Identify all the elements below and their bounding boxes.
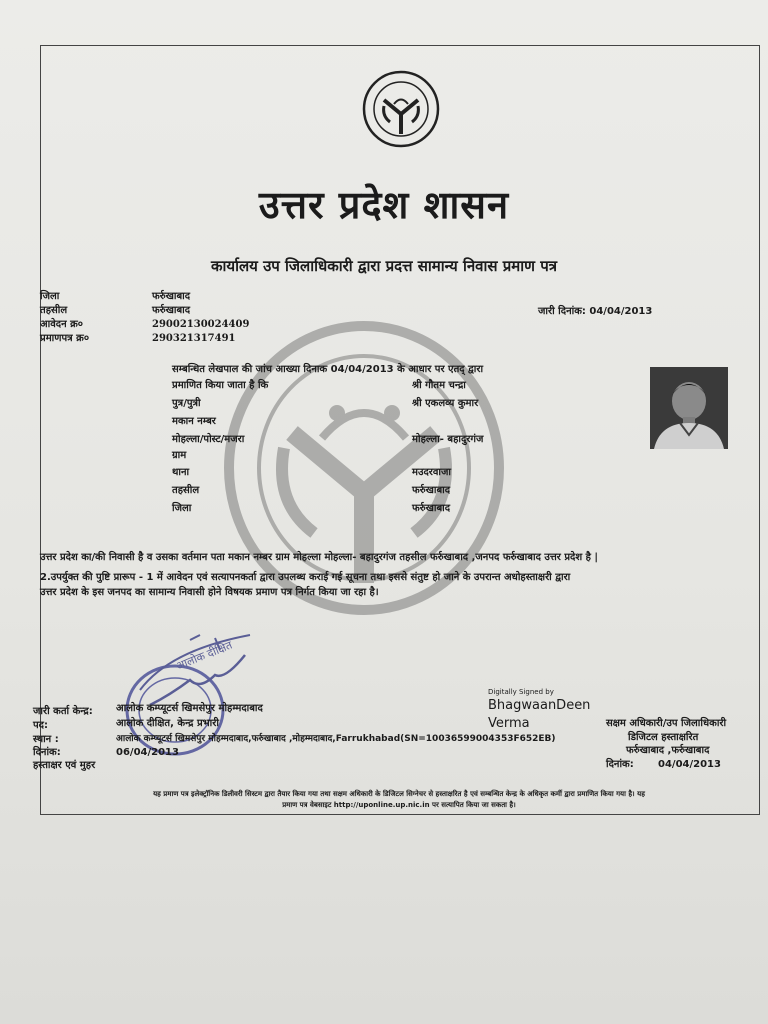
- certificate-subtitle: कार्यालय उप जिलाधिकारी द्वारा प्रदत्त सामान्य निवास प्रमाण पत्र: [211, 257, 557, 275]
- meta-tehsil-value: फर्रुखाबाद: [152, 305, 191, 316]
- meta-certificate-no-label: प्रमाणपत्र क्र०: [40, 333, 90, 344]
- meta-application-no-value: 29002130024409: [152, 319, 250, 330]
- son-daughter-label: पुत्र/पुत्री: [172, 398, 201, 409]
- intro-line-1: सम्बन्धित लेखपाल की जांच आख्या दिनाक 04/04/2013 के आधार पर एतद् द्वारा: [172, 364, 484, 375]
- verification-footnote: [42, 789, 756, 811]
- issuing-center-value: आलोक कम्प्यूटर्स खिमसेपुर मोहम्मदाबाद: [116, 703, 263, 714]
- meta-tehsil-label: तहसील: [40, 305, 68, 316]
- details-district-label: जिला: [172, 503, 192, 514]
- confirmation-paragraph-line-1: 2.उपर्युक्त की पुष्टि प्रारूप - 1 में आवेदन एवं सत्यापनकर्ता द्वारा उपलब्ध कराई गई सूचना तथा इससे संतुष्ट हो जाने के उपरान्त अधोहस्ताक्षरी द्वारा: [40, 572, 571, 583]
- confirmation-paragraph-line-2: उत्तर प्रदेश के इस जनपद का सामान्य निवासी होने विषयक प्रमाण पत्र निर्गत किया जा रहा है।: [40, 587, 379, 598]
- footnote-line-2: प्रमाण पत्र वेबसाइट http://uponline.up.nic.in पर सत्यापित किया जा सकता है।: [282, 801, 516, 809]
- intro-line-2: प्रमाणित किया जाता है कि: [172, 380, 269, 391]
- locality-value: मोहल्ला- बहादुरगंज: [412, 434, 484, 445]
- issue-date: जारी दिनांक: 04/04/2013: [538, 306, 653, 317]
- issuer-post-value: आलोक दीक्षित, केन्द्र प्रभारी: [116, 718, 219, 729]
- father-name: श्री गौतम चन्द्रा: [412, 380, 466, 391]
- son-daughter-value: श्री एकलव्य कुमार: [412, 398, 479, 409]
- signer-name-line-2: Verma: [488, 716, 530, 731]
- details-tehsil-value: फर्रुखाबाद: [412, 485, 451, 496]
- meta-district-label: जिला: [40, 291, 60, 302]
- issuer-date-label: दिनांक:: [33, 747, 61, 758]
- signature-and-seal-label: हस्ताक्षर एवं मुहर: [33, 760, 96, 771]
- authority-date-label: दिनांक:: [606, 759, 634, 770]
- police-station-label: थाना: [172, 467, 190, 478]
- issuer-post-label: पद:: [33, 720, 48, 731]
- signer-name-line-1: BhagwaanDeen: [488, 698, 591, 713]
- issuer-date-value: 06/04/2013: [116, 747, 179, 758]
- authority-date-value: 04/04/2013: [658, 759, 721, 770]
- authority-designation: सक्षम अधिकारी/उप जिलाधिकारी: [606, 718, 727, 729]
- digitally-signed-by-caption: Digitally Signed by: [488, 688, 554, 696]
- digitally-signed-note: डिजिटल हस्ताक्षरित: [628, 732, 699, 743]
- police-station-value: मउदरवाजा: [412, 467, 452, 478]
- details-district-value: फर्रुखाबाद: [412, 503, 451, 514]
- house-no-label: मकान नम्बर: [172, 416, 216, 427]
- applicant-photo: [650, 367, 728, 449]
- meta-certificate-no-value: 290321317491: [152, 333, 236, 344]
- authority-location: फर्रुखाबाद ,फर्रुखाबाद: [626, 745, 710, 756]
- up-government-emblem: [362, 70, 440, 148]
- meta-application-no-label: आवेदन क्र०: [40, 319, 84, 330]
- issuer-place-label: स्थान :: [33, 734, 59, 745]
- village-label: ग्राम: [172, 450, 187, 461]
- issuer-place-value: आलोक कम्प्यूटर्स खिमसेपुर मोहम्मदाबाद,फर्रुखाबाद ,मोहम्मदाबाद,Farrukhabad(SN=10036599004353F652EB): [116, 734, 556, 744]
- details-tehsil-label: तहसील: [172, 485, 200, 496]
- locality-label: मोहल्ला/पोस्ट/मजरा: [172, 434, 245, 445]
- meta-district-value: फर्रुखाबाद: [152, 291, 191, 302]
- seal-handwritten-signature: आलोक दीक्षित: [174, 638, 235, 673]
- footnote-line-1: यह प्रमाण पत्र इलेक्ट्रॉनिक डिलीवरी सिस्टम द्वारा तैयार किया गया तथा सक्षम अधिकारी के डिजिटल सिग्नेचर से हस्ताक्षरित है एवं सम्बन्धित केन्द्र के अधिकृत कर्मी द्वारा प्रमाणित किया गया है। यह: [153, 790, 645, 798]
- issuing-center-label: जारी कर्ता केन्द्र:: [33, 706, 93, 717]
- residence-paragraph: उत्तर प्रदेश का/की निवासी है व उसका वर्तमान पता मकान नम्बर ग्राम मोहल्ला मोहल्ला- बहादुरगंज तहसील फर्रुखाबाद ,जनपद फर्रुखाबाद उत्तर प्रदेश है |: [40, 552, 599, 563]
- page-title: उत्तर प्रदेश शासन: [258, 183, 510, 227]
